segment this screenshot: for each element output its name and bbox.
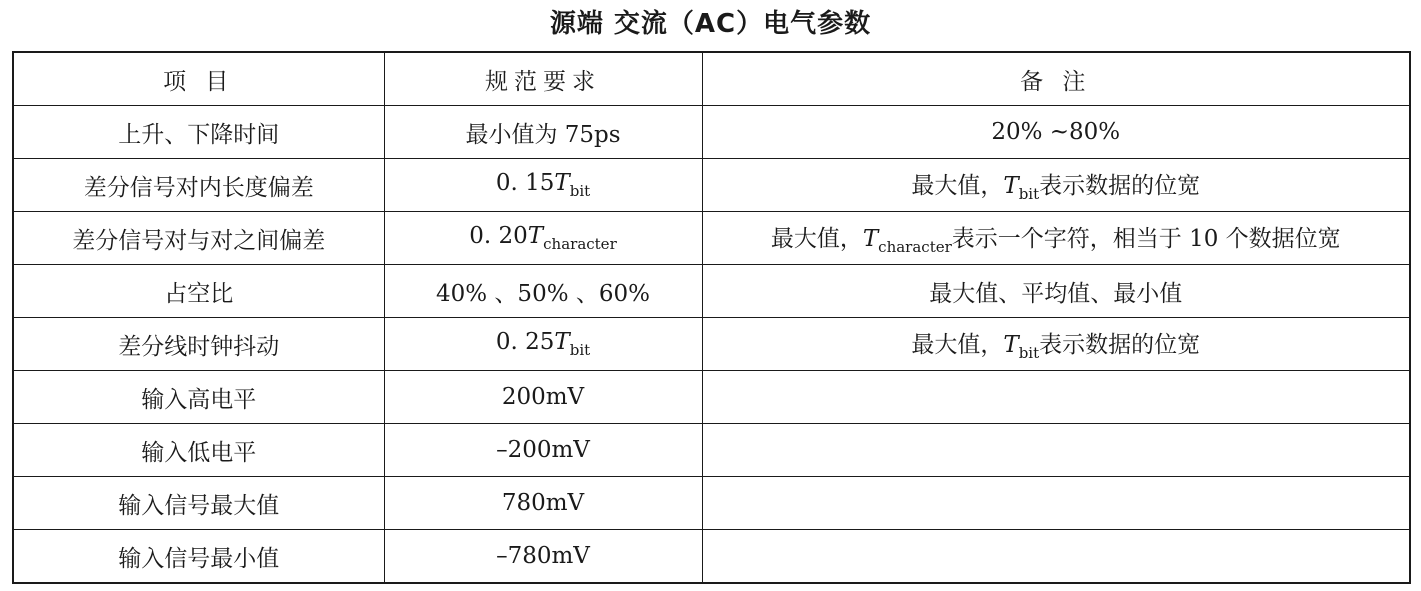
spec-variable: T [527, 223, 544, 249]
item-cell: 输入信号最小值 [13, 530, 384, 584]
item-cell: 占空比 [13, 265, 384, 318]
spec-variable: T [554, 329, 570, 355]
spec-variable: T [554, 170, 570, 196]
table-row [13, 318, 1410, 371]
ac-parameters-table [12, 51, 1411, 584]
spec-cell: 200mV [384, 371, 702, 424]
spec-cell: 最小值为 75ps [384, 106, 702, 159]
note-cell [702, 371, 1410, 424]
table-row [13, 530, 1410, 584]
note-cell: 20% ~80% [702, 106, 1410, 159]
table-row [13, 212, 1410, 265]
header-note: 备 注 [702, 52, 1410, 106]
note-suffix: 表示数据的位宽 [1039, 332, 1201, 358]
header-row [13, 52, 1410, 106]
header-spec: 规范要求 [384, 52, 702, 106]
spec-cell [384, 212, 702, 265]
item-cell: 输入低电平 [13, 424, 384, 477]
spec-cell [384, 318, 702, 371]
note-prefix: 最大值， [770, 226, 863, 252]
item-cell: 输入高电平 [13, 371, 384, 424]
table-row [13, 265, 1410, 318]
header-item: 项 目 [13, 52, 384, 106]
note-suffix: 表示数据的位宽 [1039, 173, 1201, 199]
note-cell [702, 159, 1410, 212]
spec-cell: –200mV [384, 424, 702, 477]
table-row [13, 159, 1410, 212]
spec-cell: 780mV [384, 477, 702, 530]
note-prefix: 最大值， [911, 173, 1004, 199]
note-suffix: 表示一个字符，相当于 10 个数据位宽 [951, 226, 1341, 252]
table-row [13, 424, 1410, 477]
table-title: 源端 交流（AC）电气参数 [549, 9, 872, 39]
spec-value: 0. 25 [495, 329, 555, 355]
item-cell: 输入信号最大值 [13, 477, 384, 530]
spec-cell [384, 159, 702, 212]
note-prefix: 最大值， [911, 332, 1004, 358]
item-cell: 差分信号对与对之间偏差 [13, 212, 384, 265]
note-subscript: bit [1018, 344, 1040, 362]
table-row [13, 477, 1410, 530]
spec-subscript: character [543, 235, 617, 253]
spec-cell: 40% 、50% 、60% [384, 265, 702, 318]
item-cell: 上升、下降时间 [13, 106, 384, 159]
spec-subscript: bit [569, 182, 591, 200]
spec-value: 0. 20 [469, 223, 528, 249]
note-variable: T [1003, 173, 1019, 199]
item-cell: 差分线时钟抖动 [13, 318, 384, 371]
note-variable: T [1003, 332, 1019, 358]
spec-subscript: bit [569, 341, 591, 359]
note-cell [702, 424, 1410, 477]
note-cell [702, 530, 1410, 584]
note-subscript: character [878, 238, 952, 256]
table-row [13, 106, 1410, 159]
note-variable: T [862, 226, 879, 252]
note-cell [702, 212, 1410, 265]
note-cell: 最大值、平均值、最小值 [702, 265, 1410, 318]
item-cell: 差分信号对内长度偏差 [13, 159, 384, 212]
note-cell [702, 477, 1410, 530]
table-row [13, 371, 1410, 424]
note-cell [702, 318, 1410, 371]
note-subscript: bit [1018, 185, 1040, 203]
spec-cell: –780mV [384, 530, 702, 584]
spec-value: 0. 15 [495, 170, 555, 196]
